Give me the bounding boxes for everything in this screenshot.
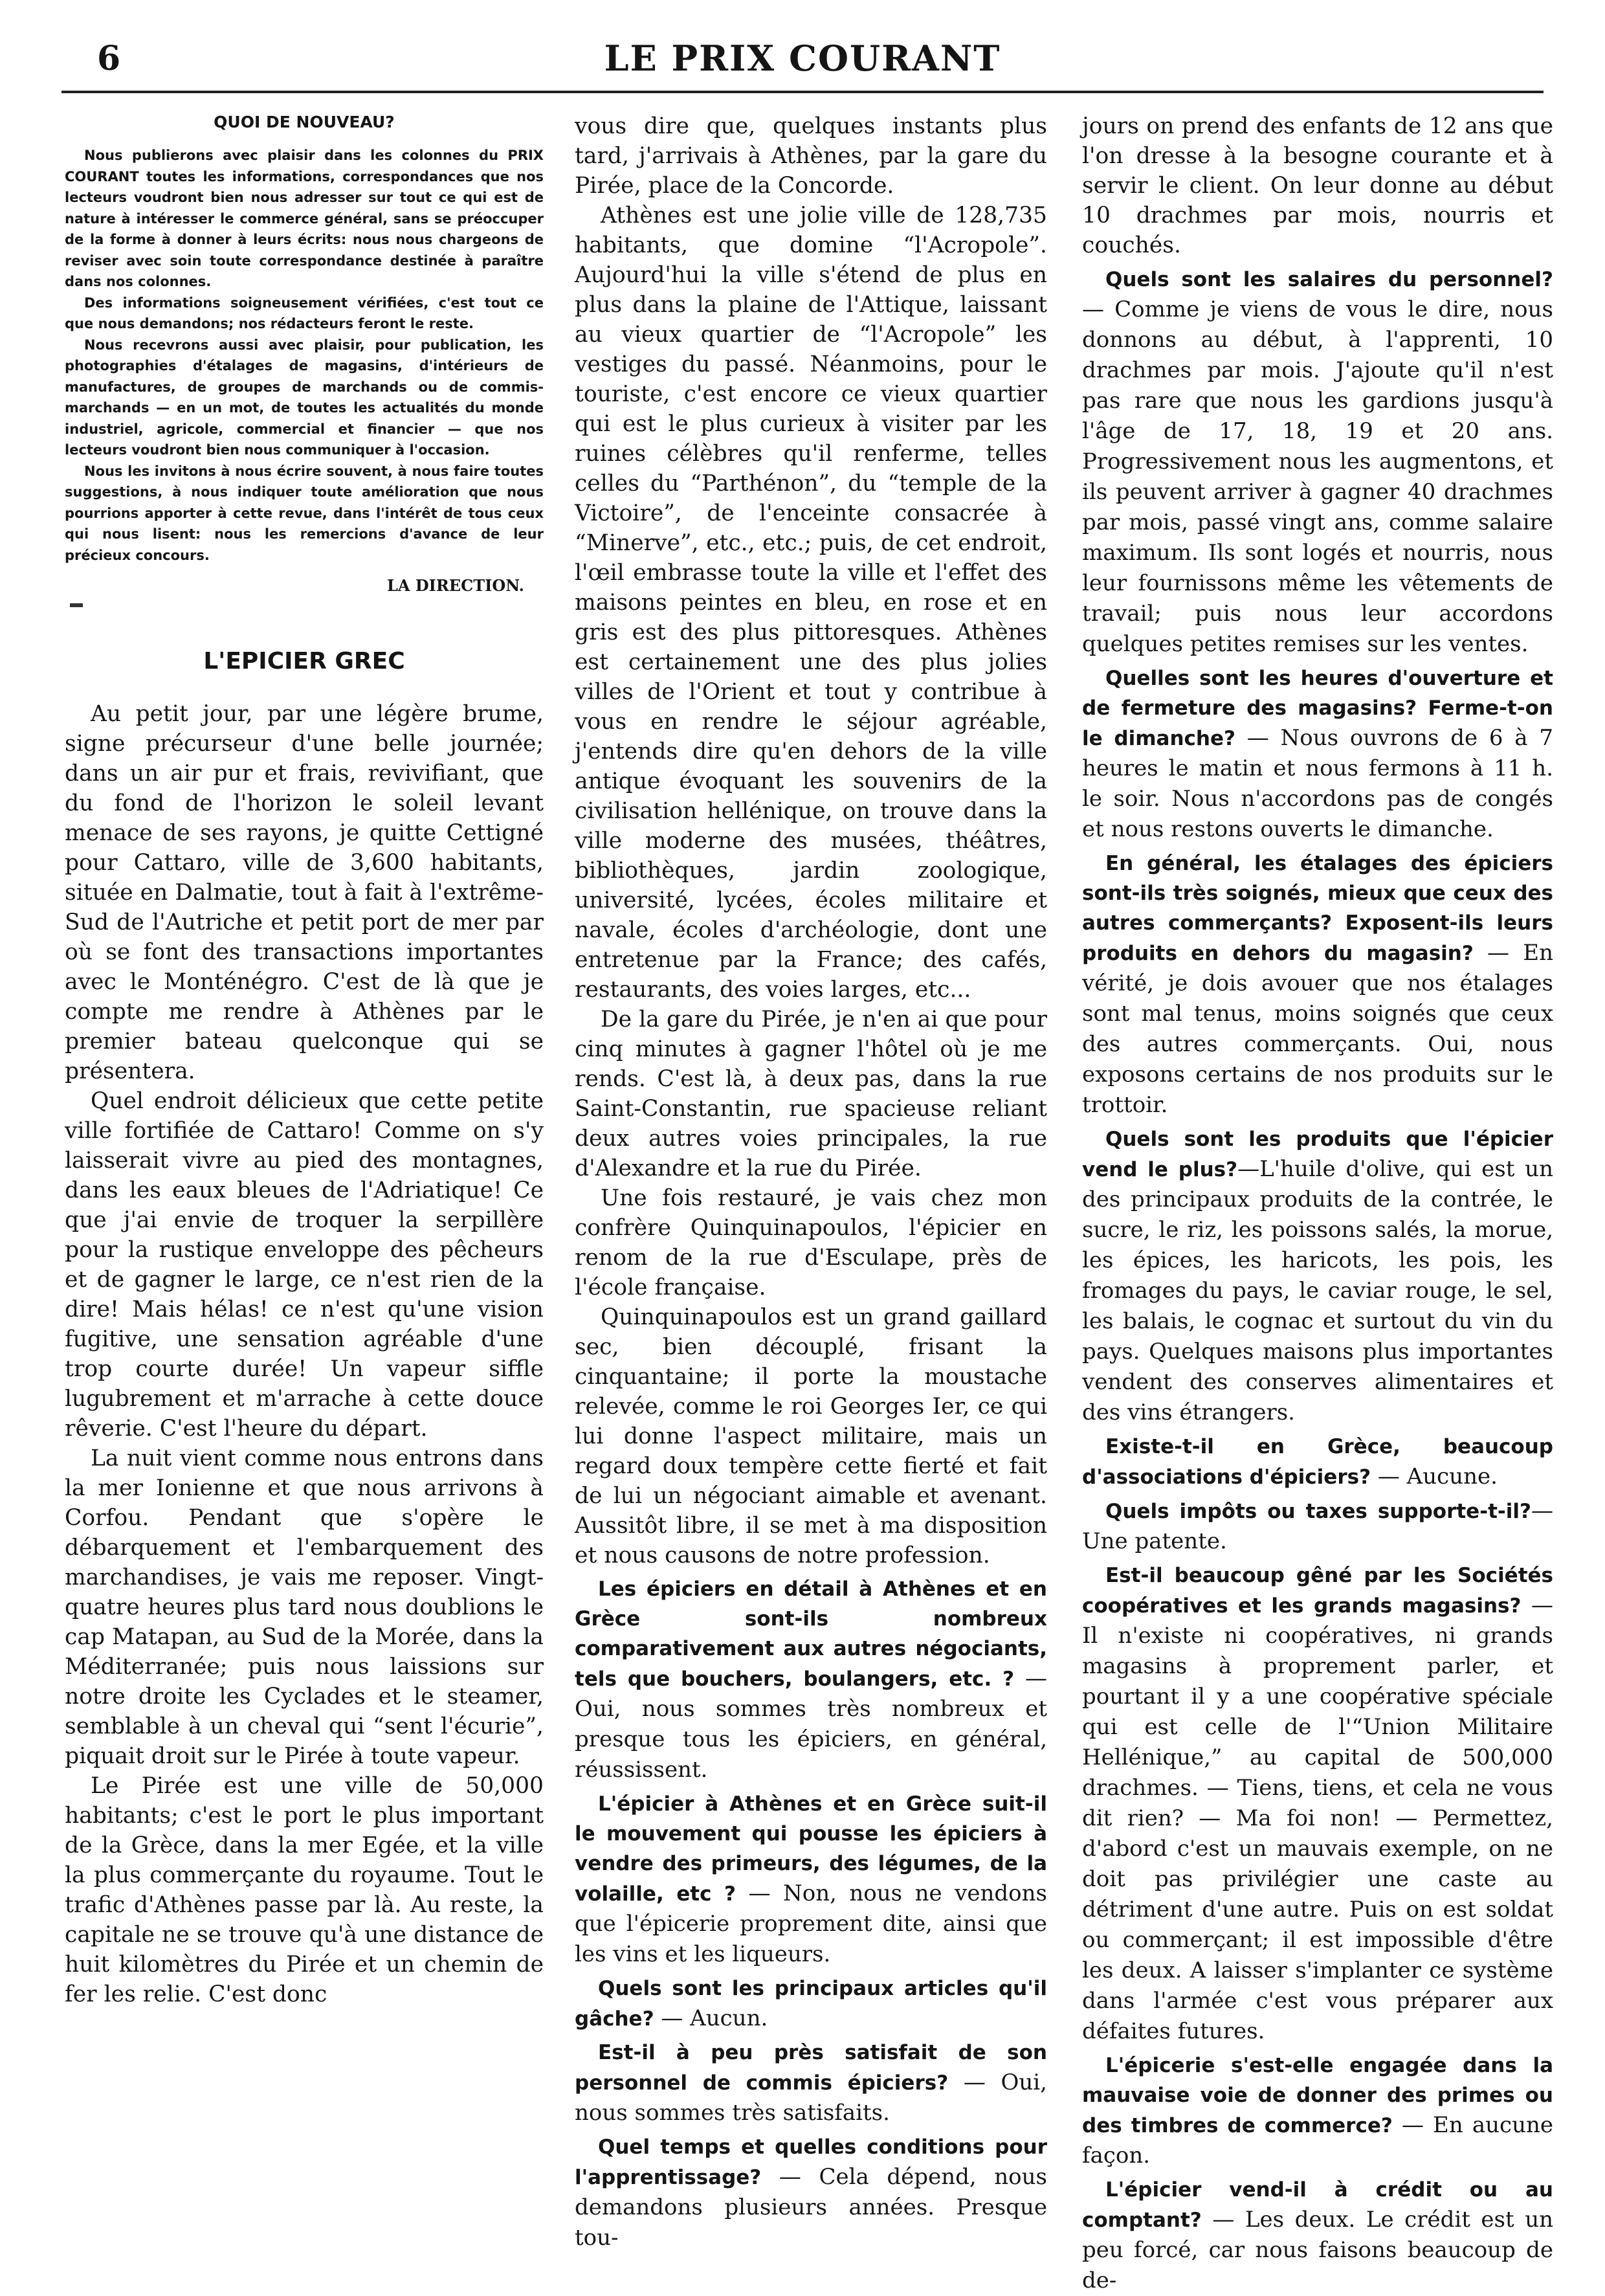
interview-item: [1082, 663, 1553, 845]
newspaper-title: LE PRIX COURANT: [604, 38, 1001, 79]
interview-question: En général, les étalages des épiciers sont-ils très soignés, mieux que ceux des autres commerçants? Exposent-ils leurs produits en dehors du magasin?: [1082, 852, 1553, 965]
interview-item: [1082, 2175, 1553, 2296]
interview-question: Quelles sont les heures d'ouverture et de fermeture des magasins? Ferme-t-on le dimanche?: [1082, 667, 1553, 750]
notice-paragraph: Nous les invitons à nous écrire souvent, à nous faire toutes suggestions, à nous indiquer toute amélioration que nous pourrions apporter à cette revue, dans l'intérêt de tous ceux qui nous lisent: nous les remercions d'avance de leur précieux concours.: [65, 463, 544, 563]
article-paragraph: Athènes est une jolie ville de 128,735 habitants, que domine “l'Acropole”. Aujourd'hui la ville s'étend de plus en plus dans la plaine de l'Attique, laissant au vieux quartier de “l'Acropole” les vestiges du passé. Néanmoins, pour le touriste, c'est encore ce vieux quartier qui est le plus curieux à visiter par les ruines célèbres qu'il renferme, telles celles du “Parthénon”, du “temple de la Victoire”, de l'enceinte consacrée à “Minerve”, etc., etc.; puis, de cet endroit, l'œil embrasse toute la ville et l'effet des maisons peintes en bleu, en rose et en gris est des plus pittoresques. Athènes est certainement une des plus jolies villes de l'Orient et tout y contribue à vous en rendre le séjour agréable, j'entends dire qu'en dehors de la ville antique évoquant les souvenirs de la civilisation hellénique, on trouve dans la ville moderne des musées, théâtres, bibliothèques, jardin zoologique, université, lycées, écoles militaire et navale, écoles d'archéologie, dont une entretenue par la France; des cafés, restaurants, des voies larges, etc...: [575, 203, 1047, 1003]
interview-item: [1082, 849, 1553, 1120]
header-rule: [61, 91, 1544, 93]
interview-answer: — Non, nous ne vendons que l'épicerie proprement dite, ainsi que les vins et les liqueurs.: [575, 1880, 1047, 1967]
interview-question: Est-il beaucoup gêné par les Sociétés coopératives et les grands magasins?: [1082, 1564, 1553, 1618]
interview-question: Quels sont les salaires du personnel?: [1105, 268, 1553, 291]
interview-answer: — Cela dépend, nous demandons plusieurs années. Presque tou-: [575, 2164, 1047, 2251]
interview-question: Est-il à peu près satisfait de son personnel de commis épiciers?: [575, 2041, 1047, 2095]
interview-item: [575, 1789, 1047, 1970]
interview-item: [1082, 1432, 1553, 1492]
interview-answer: — Les deux. Le crédit est un peu forcé, car nous faisons beaucoup de de-: [1082, 2207, 1553, 2293]
column-3: [1082, 111, 1554, 2293]
interview-item: [1082, 1124, 1553, 1428]
interview-question: Quels impôts ou taxes supporte-t-il?: [1105, 1500, 1531, 1523]
notice-signature: LA DIRECTION.: [387, 576, 524, 595]
interview-answer: — Aucun.: [654, 2005, 768, 2031]
article-paragraph: Au petit jour, par une légère brume, signe précurseur d'une belle journée; dans un air pur et frais, revivifiant, que du fond de l'horizon le soleil levant menace de ses rayons, je quitte Cettigné pour Cattaro, ville de 3,600 habitants, située en Dalmatie, tout à fait à l'extrême-Sud de l'Autriche et petit port de mer par où se font des transactions importantes avec le Monténégro. C'est de là que je compte me rendre à Athènes par le premier bateau quelconque qui se présentera.: [65, 701, 544, 1084]
interview-answer: — Oui, nous sommes très satisfaits.: [575, 2069, 1047, 2126]
article-paragraph: jours on prend des enfants de 12 ans que l'on dresse à la besogne courante et à servir le client. On leur donne au début 10 drachmes par mois, nourris et couchés.: [1082, 113, 1553, 258]
interview-item: [1082, 264, 1553, 660]
notice-box: [65, 111, 544, 607]
notice-paragraph: Nous publierons avec plaisir dans les colonnes du PRIX COURANT toutes les informations, correspondances que nos lecteurs voudront bien nous adresser sur tout ce qui est de nature à intéresser le commerce général, sans se préoccuper de la forme à donner à leurs écrits: nous nous chargeons de reviser avec soin toute correspondance destinée à paraître dans nos colonnes.: [65, 148, 544, 289]
interview-answer: —L'huile d'olive, qui est un des principaux produits de la contrée, le sucre, le riz, les poissons salés, la morue, les épices, les haricots, les pois, les fromages du pays, le caviar rouge, le sel, les balais, le cognac et surtout du vin du pays. Quelques maisons plus importantes vendent des conserves alimentaires et des vins étrangers.: [1082, 1156, 1553, 1425]
article-paragraph: De la gare du Pirée, je n'en ai que pour cinq minutes à gagner l'hôtel où je me rends. C'est là, à deux pas, dans la rue Saint-Constantin, rue spacieuse reliant deux autres voies principales, la rue d'Alexandre et la rue du Pirée.: [575, 1007, 1047, 1181]
notice-title: QUOI DE NOUVEAU?: [214, 113, 395, 131]
interview-question: L'épicier à Athènes et en Grèce suit-il le mouvement qui pousse les épiciers à vendre des primeurs, des légumes, de la volaille, etc ?: [575, 1792, 1047, 1906]
interview-answer: — Aucune.: [1371, 1464, 1498, 1489]
interview-answer: — Il n'existe ni coopératives, ni grands magasins à proprement parler, et pourtant il y a une coopérative spéciale qui est celle de l'“Union Militaire Hellénique,” au capital de 500,000 drachmes. — Tiens, tiens, et cela ne vous dit rien? — Ma foi non! — Permettez, d'abord c'est un mauvais exemple, on ne doit pas privilégier une caste au détriment d'une autre. Puis on est soldat ou commerçant; il est impossible d'être les deux. A laisser s'implanter ce système dans l'armée c'est vous préparer aux défaites futures.: [1082, 1592, 1553, 2044]
interview-answer: — Nous ouvrons de 6 à 7 heures le matin et nous fermons à 11 h. le soir. Nous n'accordons pas de congés et nous restons ouverts le dimanche.: [1082, 725, 1553, 842]
interview-answer: — Comme je viens de vous le dire, nous donnons au début, à l'apprenti, 10 drachmes par mois. J'ajoute qu'il n'est pas rare que nous les gardions jusqu'à l'âge de 17, 18, 19 et 20 ans. Progressivement nous les augmentons, et ils peuvent arriver à gagner 40 drachmes par mois, passé vingt ans, comme salaire maximum. Ils sont logés et nourris, nous leur fournissons même les vêtements de travail; puis nous leur accordons quelques petites remises sur les ventes.: [1082, 296, 1553, 657]
interview-item: [575, 1974, 1047, 2034]
column-1: [65, 111, 544, 2247]
interview-question: Quels sont les produits que l'épicier vend le plus?: [1082, 1128, 1553, 1181]
interview-item: [575, 2038, 1047, 2128]
interview-question: Existe-t-il en Grèce, beaucoup d'associations d'épiciers?: [1082, 1435, 1553, 1489]
interview-item: [1082, 2051, 1553, 2171]
interview-item: [1082, 1496, 1553, 1557]
notice-paragraph: Nous recevrons aussi avec plaisir, pour publication, les photographies d'étalages de magasins, d'intérieurs de manufactures, de groupes de marchands ou de commis-marchands — en un mot, de toutes les actualités du monde industriel, agricole, commercial et financier — que nos lecteurs voudront bien nous communiquer à l'occasion.: [65, 337, 544, 458]
interview-question: Quel temps et quelles conditions pour l'apprentissage?: [575, 2135, 1047, 2189]
article-paragraph: vous dire que, quelques instants plus tard, j'arrivais à Athènes, par la gare du Pirée, place de la Concorde.: [575, 113, 1047, 199]
article-paragraph: Une fois restauré, je vais chez mon confrère Quinquinapoulos, l'épicier en renom de la rue d'Esculape, près de l'école française.: [575, 1185, 1047, 1300]
interview-item: [1082, 1561, 1553, 2047]
interview-answer: — Une patente.: [1082, 1498, 1553, 1554]
section-separator: [70, 603, 83, 607]
interview-item: [575, 1574, 1047, 1785]
notice-paragraph: Des informations soigneusement vérifiées, c'est tout ce que nous demandons; nos rédacteurs feront le reste.: [65, 295, 544, 331]
article-title: L'EPICIER GREC: [203, 648, 405, 674]
column-2: [575, 111, 1048, 2251]
interview-item: [575, 2132, 1047, 2253]
interview-question: Les épiciers en détail à Athènes et en Grèce sont-ils nombreux comparativement aux autres négociants, tels que bouchers, boulangers, etc. ?: [575, 1577, 1047, 1691]
interview-question: L'épicier vend-il à crédit ou au comptant?: [1082, 2178, 1553, 2232]
interview-answer: — En vérité, je dois avouer que nos étalages sont mal tenus, moins soignés que ceux des autres commerçants. Oui, nous exposons certains de nos produits sur le trottoir.: [1082, 940, 1553, 1118]
article-paragraph: Quinquinapoulos est un grand gaillard sec, bien découplé, frisant la cinquantaine; il porte la moustache relevée, comme le roi Georges Ier, ce qui lui donne l'aspect militaire, mais un regard doux tempère cette fierté et fait de lui un négociant aimable et avenant. Aussitôt libre, il se met à ma disposition et nous causons de notre profession.: [575, 1304, 1047, 1568]
page-number: 6: [97, 39, 121, 78]
interview-question: L'épicerie s'est-elle engagée dans la mauvaise voie de donner des primes ou des timbres de commerce?: [1082, 2054, 1553, 2137]
article-paragraph: Quel endroit délicieux que cette petite ville fortifiée de Cattaro! Comme on s'y laisserait vivre au pied des montagnes, dans les eaux bleues de l'Adriatique! Ce que j'ai envie de troquer la serpillère pour la rustique enveloppe des pêcheurs et de gagner le large, ce n'est rien de la dire! Mais hélas! ce n'est qu'une vision fugitive, une sensation agréable d'une trop courte durée! Un vapeur siffle lugubrement et m'arrache à cette douce rêverie. C'est l'heure du départ.: [65, 1088, 544, 1442]
article-paragraph: La nuit vient comme nous entrons dans la mer Ionienne et que nous arrivons à Corfou. Pendant que s'opère le débarquement et l'embarquement des marchandises, je vais me reposer. Vingt-quatre heures plus tard nous doublions le cap Matapan, au Sud de la Morée, dans la Méditerranée; puis nous laissions sur notre droite les Cyclades et le steamer, semblable à un cheval qui “sent l'écurie”, piquait droit sur le Pirée à toute vapeur.: [65, 1445, 544, 1769]
interview-answer: — Oui, nous sommes très nombreux et presque tous les épiciers, en général, réussissent.: [575, 1666, 1048, 1783]
article-paragraph: Le Pirée est une ville de 50,000 habitants; c'est le port le plus important de la Grèce, dans la mer Egée, et la ville la plus commerçante du royaume. Tout le trafic d'Athènes passe par là. Au reste, la capitale ne se trouve qu'à une distance de huit kilomètres du Pirée et un chemin de fer les relie. C'est donc: [65, 1773, 544, 2007]
interview-answer: — En aucune façon.: [1082, 2112, 1554, 2168]
interview-question: Quels sont les principaux articles qu'il gâche?: [575, 1977, 1047, 2031]
